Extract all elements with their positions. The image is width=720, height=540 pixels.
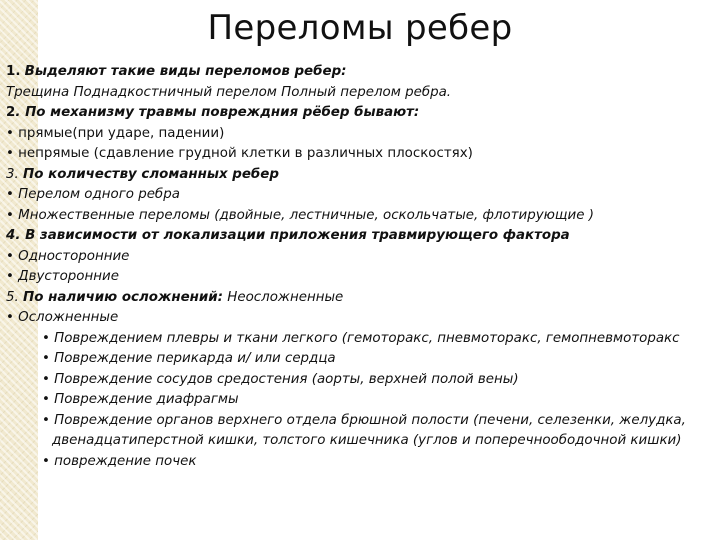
slide-content: [6, 62, 712, 472]
section-2-heading: [6, 103, 712, 124]
section-3-item: • Перелом одного ребра: [6, 185, 712, 206]
complication-item: • Повреждение диафрагмы: [42, 390, 712, 411]
section-5-item: • Осложненные: [6, 308, 712, 329]
complication-item: • Повреждение перикарда и/ или сердца: [42, 349, 712, 370]
section-2-item: • непрямые (сдавление грудной клетки в различных плоскостях): [6, 144, 712, 165]
section-2-title: . По механизму травмы повреждния рёбер бывают:: [15, 105, 420, 120]
complication-item: • Повреждение сосудов средостения (аорты, верхней полой вены): [42, 370, 712, 391]
section-5-uncomplicated: Неосложненные: [223, 289, 344, 305]
complication-item: • Повреждение органов верхнего отдела брюшной полости (печени, селезенки, желудка, двенадцатиперстной кишки, толстого кишечника (углов и поперечноободочной кишки): [42, 411, 712, 452]
section-3-heading: [6, 165, 712, 186]
page-title: Переломы ребер: [207, 8, 513, 48]
complication-item: • повреждение почек: [42, 452, 712, 473]
section-3-item: • Множественные переломы (двойные, лестничные, оскольчатые, флотирующие ): [6, 206, 712, 227]
section-3-number: 3.: [6, 166, 19, 182]
section-2-number: 2: [6, 105, 16, 120]
section-4-item: • Односторонние: [6, 247, 712, 268]
section-1-number: 1.: [6, 64, 21, 79]
section-5-title: По наличию осложнений:: [23, 289, 224, 305]
section-3-title: По количеству сломанных ребер: [23, 166, 279, 182]
section-5-number: 5.: [6, 289, 19, 305]
section-4-heading: 4. В зависимости от локализации приложения травмирующего фактора: [6, 228, 570, 243]
section-1-heading: [6, 62, 712, 83]
section-4-item: • Двусторонние: [6, 267, 712, 288]
complications-list: [42, 329, 712, 473]
complication-item: • Повреждением плевры и ткани легкого (гемоторакс, пневмоторакс, гемопневмоторакс: [42, 329, 712, 350]
section-5-heading: [6, 288, 712, 309]
section-1-title: Выделяют такие виды переломов ребер:: [24, 64, 347, 79]
section-1-types: Трещина Поднадкостничный перелом Полный перелом ребра.: [6, 84, 452, 100]
section-2-item: • прямые(при ударе, падении): [6, 124, 712, 145]
